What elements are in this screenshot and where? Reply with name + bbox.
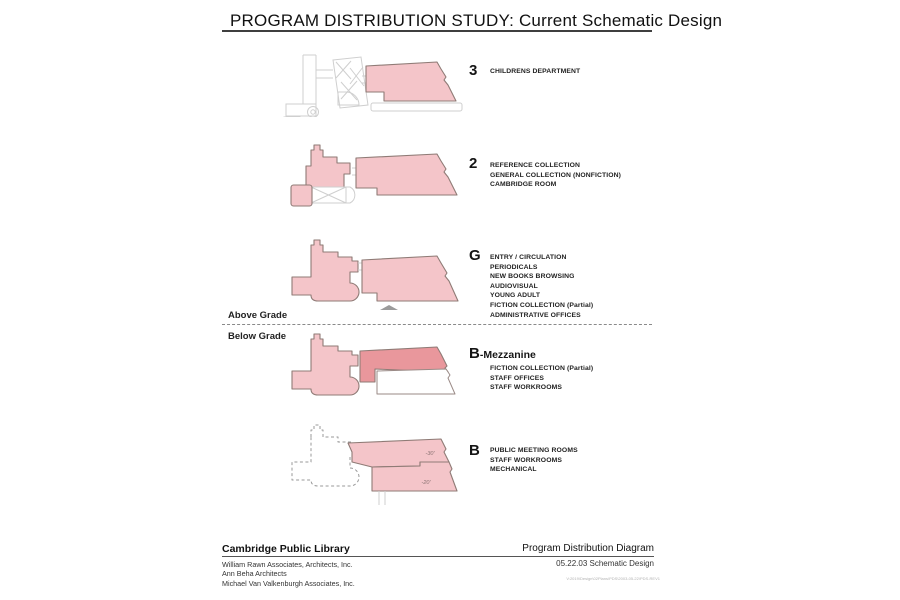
- new-wing-shaded: [362, 256, 458, 301]
- page-title: PROGRAM DISTRIBUTION STUDY: Current Schematic Design: [230, 11, 723, 30]
- floor-number-bmezz-sub: -Mezzanine: [479, 349, 536, 361]
- firm-name: Ann Beha Architects: [222, 569, 287, 579]
- basement-lower-slab-shaded: [372, 462, 457, 491]
- program-label: STAFF OFFICES: [490, 374, 545, 382]
- date-phase-label: 05.22.03 Schematic Design: [556, 559, 654, 568]
- floor-number-bmezz: [469, 345, 536, 363]
- entry-marker-icon: [380, 305, 398, 310]
- floor-number-bmezz-main: B: [469, 345, 480, 362]
- project-title: Cambridge Public Library: [222, 543, 350, 555]
- firm-name: Michael Van Valkenburgh Associates, Inc.: [222, 578, 355, 588]
- elevation-label-lower: -20': [421, 480, 431, 486]
- program-label: STAFF WORKROOMS: [490, 384, 562, 392]
- program-label: AUDIOVISUAL: [490, 282, 538, 290]
- floor-programs-g: [490, 253, 593, 320]
- connector-lines: [358, 263, 362, 270]
- sheet-title: Program Distribution Diagram: [522, 543, 654, 554]
- new-wing-shaded: [366, 62, 456, 101]
- firm-name: William Rawn Associates, Architects, Inc.: [222, 560, 353, 569]
- program-label: MECHANICAL: [490, 466, 537, 474]
- floor-programs-2: [490, 161, 621, 190]
- floor-number-b: B: [469, 442, 480, 459]
- section-tick-lines: [379, 491, 385, 505]
- program-label: CHILDRENS DEPARTMENT: [490, 68, 581, 75]
- elevation-label-upper: -30': [425, 451, 435, 457]
- floor-programs-b: [490, 446, 578, 475]
- existing-building-shaded: [306, 145, 350, 187]
- program-label: NEW BOOKS BROWSING: [490, 273, 575, 281]
- floor-programs-bmezz: [490, 364, 593, 393]
- title-underline: [222, 30, 652, 32]
- program-label: ENTRY / CIRCULATION: [490, 254, 567, 261]
- annex-block-shaded: [291, 185, 312, 206]
- program-label: PUBLIC MEETING ROOMS: [490, 447, 578, 454]
- program-label: REFERENCE COLLECTION: [490, 162, 580, 169]
- program-label: FICTION COLLECTION (Partial): [490, 301, 594, 309]
- existing-building-shaded: [292, 334, 359, 395]
- terrace-outline: [371, 103, 462, 111]
- firm-list: [222, 560, 355, 588]
- floor-number-g: G: [469, 247, 481, 264]
- program-label: PERIODICALS: [490, 263, 538, 271]
- existing-building-shaded: [292, 240, 359, 301]
- below-grade-label: Below Grade: [228, 331, 287, 342]
- floor-number-3: 3: [469, 62, 478, 79]
- file-path-label: V:2019\Design\02Plans\PDS\2003-05-22\PDS-REV1: [566, 576, 660, 581]
- program-label: STAFF WORKROOMS: [490, 456, 562, 464]
- above-grade-label: Above Grade: [228, 310, 288, 321]
- program-label: CAMBRIDGE ROOM: [490, 181, 557, 189]
- footer-rule: [222, 556, 654, 557]
- floor-number-2: 2: [469, 155, 478, 172]
- program-label: YOUNG ADULT: [490, 292, 541, 300]
- floor-programs-3: [490, 67, 580, 77]
- program-label: FICTION COLLECTION (Partial): [490, 365, 594, 372]
- existing-building-dashed-outline: [292, 425, 359, 486]
- floor-plan-3-svg: [283, 53, 548, 117]
- open-to-below-outline: [377, 369, 455, 394]
- program-label: ADMINISTRATIVE OFFICES: [490, 311, 581, 319]
- grade-divider-line: [222, 324, 652, 325]
- existing-building-linework: [284, 55, 368, 117]
- new-wing-shaded: [356, 154, 457, 195]
- program-label: GENERAL COLLECTION (NONFICTION): [490, 171, 621, 179]
